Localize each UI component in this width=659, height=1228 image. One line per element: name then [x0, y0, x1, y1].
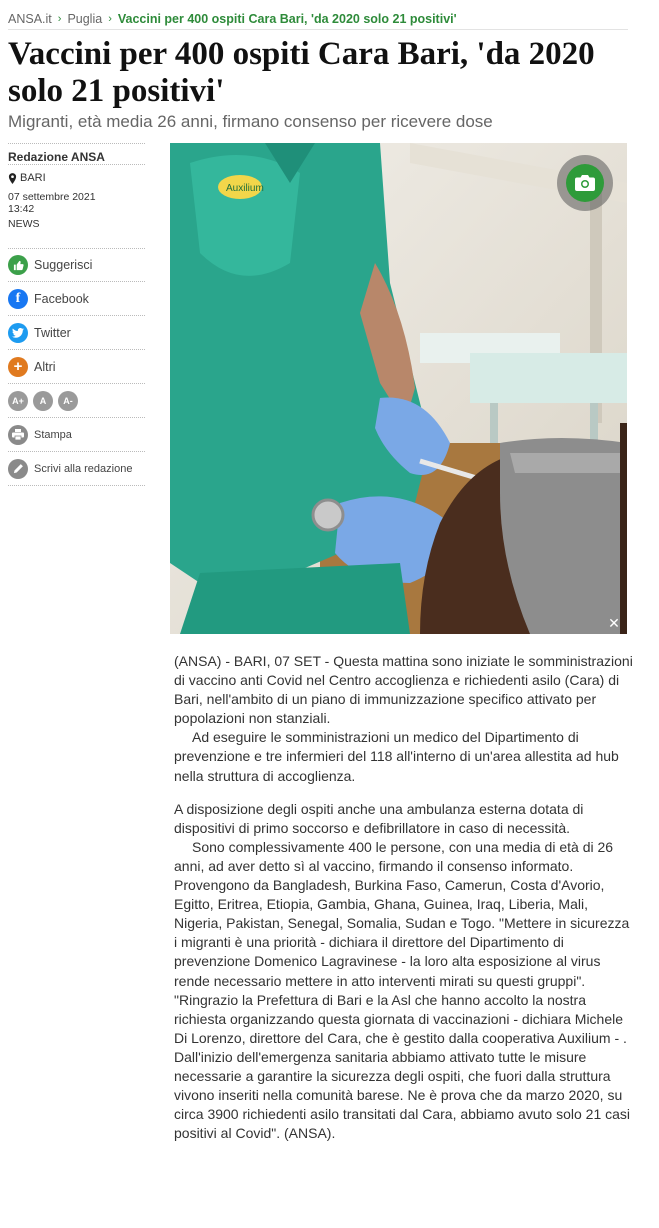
camera-icon [566, 164, 604, 202]
printer-icon [8, 425, 28, 445]
write-label: Scrivi alla redazione [34, 462, 133, 475]
facebook-icon: f [8, 289, 28, 309]
font-reset-button[interactable]: A [33, 391, 53, 411]
time-label: 13:42 [8, 203, 35, 215]
share-tools [8, 248, 145, 486]
article-location [8, 172, 145, 184]
print-label: Stampa [34, 428, 72, 441]
print-button[interactable] [8, 418, 145, 452]
paragraph-indented: Sono complessivamente 400 le persone, con una media di età di 26 anni, ad aver detto sì al vaccino, firmando il consenso informato. Provengono da Bangladesh, Burkina Faso, Camerun, Costa d'Avorio, Egitto, Eritrea, Etiopia, Gambia, Ghana, Guinea, Iraq, Liberia, Mali, Nigeria, Pakistan, Senegal, Somalia, Sudan e Togo. "Mettere in sicurezza i migranti è una priorità - dichiara il direttore del Dipartimento di prevenzione Domenico Lagravinese - la loro alta esposizione al virus rende necessario mettere in atto interventi mirati su questi gruppi". "Ringrazio la Prefettura di Bari e la Asl che hanno accolto la nostra richiesta organizzando questa giornata di vaccinazioni - dichiara Michele Di Lorenzo, direttore del Cara, che è gestito dalla cooperativa Auxilium - . Dall'inizio dell'emergenza sanitaria abbiamo attivato tutte le misure necessarie a garantire la sicurezza degli ospiti, che fuori dalla struttura vivono inseriti nella comunità barese. Ne è prova che da marzo 2020, su circa 3900 richiedenti asilo transitati dal Cara, abbiamo avuto solo 21 casi positivi al Covid". (ANSA). [174, 838, 631, 1142]
write-editor-button[interactable] [8, 452, 145, 486]
article-author: Redazione ANSA [8, 150, 105, 164]
breadcrumb-home[interactable]: ANSA.it [8, 11, 52, 26]
facebook-share-button[interactable] [8, 282, 145, 316]
pencil-icon [8, 459, 28, 479]
suggest-label: Suggerisci [34, 258, 93, 272]
location-label: BARI [20, 172, 46, 184]
plus-icon: + [8, 357, 28, 377]
more-label: Altri [34, 359, 56, 374]
article-date [8, 191, 145, 215]
vaccination-photo-illustration [170, 143, 627, 634]
paragraph-lead: (ANSA) - BARI, 07 SET - Questa mattina sono iniziate le somministrazioni di vaccino anti Covid nel Centro accoglienza e richiedenti asilo (Cara) di Bari, nell'ambito di un piano di immunizzazione specifico attivato per popolazioni non stanziali. [174, 653, 633, 727]
font-increase-button[interactable]: A+ [8, 391, 28, 411]
article-sidebar [8, 143, 145, 486]
article-paragraph [174, 800, 634, 1144]
facebook-label: Facebook [34, 291, 89, 306]
twitter-label: Twitter [34, 325, 71, 340]
more-share-button[interactable] [8, 350, 145, 384]
font-decrease-button[interactable]: A- [58, 391, 78, 411]
map-pin-icon [8, 173, 17, 184]
close-icon[interactable]: ✕ [608, 615, 620, 631]
date-label: 07 settembre 2021 [8, 191, 96, 203]
suggest-button[interactable] [8, 248, 145, 282]
chevron-right-icon: › [108, 12, 112, 25]
gallery-button[interactable] [557, 155, 613, 211]
chevron-right-icon: › [57, 12, 62, 25]
font-size-controls [8, 384, 145, 418]
breadcrumb-current[interactable]: Vaccini per 400 ospiti Cara Bari, 'da 2020 solo 21 positivi' [117, 11, 457, 26]
twitter-share-button[interactable] [8, 316, 145, 350]
article-paragraph [174, 652, 634, 786]
article-category[interactable]: NEWS [8, 218, 40, 230]
paragraph-lead: A disposizione degli ospiti anche una ambulanza esterna dotata di dispositivi di primo soccorso e defibrillatore in caso di necessità. [174, 800, 584, 836]
twitter-icon [8, 323, 28, 343]
divider [8, 164, 145, 165]
breadcrumb [8, 8, 628, 30]
article-body [174, 652, 634, 1157]
page-title: Vaccini per 400 ospiti Cara Bari, 'da 2020 solo 21 positivi' [8, 36, 595, 109]
shirt-logo: Auxilium [226, 183, 264, 194]
breadcrumb-section[interactable]: Puglia [67, 11, 103, 26]
article-photo[interactable] [170, 143, 627, 634]
paragraph-indented: Ad eseguire le somministrazioni un medico del Dipartimento di prevenzione e tre infermieri del 118 all'interno di un'area allestita ad hub nella struttura di accoglienza. [174, 729, 619, 784]
thumbs-up-icon [8, 255, 28, 275]
article-subtitle: Migranti, età media 26 anni, firmano consenso per ricevere dose [8, 112, 493, 131]
